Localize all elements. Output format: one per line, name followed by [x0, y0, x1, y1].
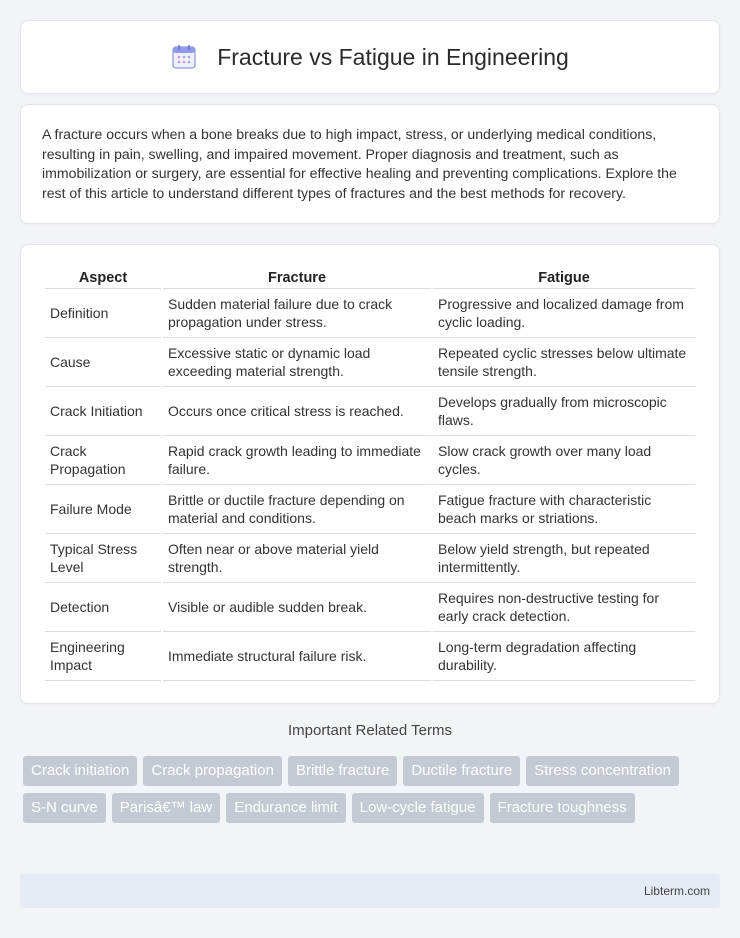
- table-row: [45, 583, 695, 632]
- cell-fracture: Sudden material failure due to crack propagation under stress.: [163, 289, 431, 338]
- cell-fatigue: Slow crack growth over many load cycles.: [433, 436, 695, 485]
- tag-fracture-toughness[interactable]: Fracture toughness: [490, 793, 635, 823]
- tag-brittle-fracture[interactable]: Brittle fracture: [288, 756, 397, 786]
- cell-fatigue: Long-term degradation affecting durability.: [433, 632, 695, 681]
- related-terms-title: Important Related Terms: [288, 722, 452, 739]
- cell-fatigue: Develops gradually from microscopic flaws.: [433, 387, 695, 436]
- calendar-icon: [171, 44, 197, 70]
- table-row: [45, 289, 695, 338]
- header-fracture: Fracture: [163, 267, 431, 289]
- table-row: [45, 632, 695, 681]
- cell-aspect: Engineering Impact: [45, 632, 161, 681]
- cell-fracture: Immediate structural failure risk.: [163, 632, 431, 681]
- cell-fatigue: Repeated cyclic stresses below ultimate tensile strength.: [433, 338, 695, 387]
- header-card: [20, 20, 720, 94]
- intro-card: [20, 104, 720, 224]
- cell-fatigue: Progressive and localized damage from cyclic loading.: [433, 289, 695, 338]
- cell-aspect: Crack Propagation: [45, 436, 161, 485]
- page-title: Fracture vs Fatigue in Engineering: [217, 43, 569, 70]
- table-row: [45, 534, 695, 583]
- table-row: [45, 485, 695, 534]
- cell-fracture: Rapid crack growth leading to immediate failure.: [163, 436, 431, 485]
- table-row: [45, 387, 695, 436]
- cell-fracture: Often near or above material yield strength.: [163, 534, 431, 583]
- footer-site-link[interactable]: Libterm.com: [643, 884, 710, 898]
- comparison-table-card: [20, 244, 720, 704]
- tag-paris-law[interactable]: Parisâ€™ law: [112, 793, 221, 823]
- tag-crack-initiation[interactable]: Crack initiation: [23, 756, 137, 786]
- cell-fracture: Occurs once critical stress is reached.: [163, 387, 431, 436]
- tag-s-n-curve[interactable]: S-N curve: [23, 793, 106, 823]
- cell-aspect: Failure Mode: [45, 485, 161, 534]
- cell-fracture: Excessive static or dynamic load exceeding material strength.: [163, 338, 431, 387]
- cell-fracture: Visible or audible sudden break.: [163, 583, 431, 632]
- tag-low-cycle-fatigue[interactable]: Low-cycle fatigue: [352, 793, 484, 823]
- tag-crack-propagation[interactable]: Crack propagation: [143, 756, 282, 786]
- tag-ductile-fracture[interactable]: Ductile fracture: [403, 756, 520, 786]
- table-header-row: [45, 267, 695, 289]
- cell-aspect: Typical Stress Level: [45, 534, 161, 583]
- tag-endurance-limit[interactable]: Endurance limit: [226, 793, 345, 823]
- header-aspect: Aspect: [45, 267, 161, 289]
- header-fatigue: Fatigue: [433, 267, 695, 289]
- cell-fatigue: Requires non-destructive testing for early crack detection.: [433, 583, 695, 632]
- intro-text: A fracture occurs when a bone breaks due to high impact, stress, or underlying medical conditions, resulting in pain, swelling, and impaired movement. Proper diagnosis and treatment, such as immobilization or surgery, are essential for effective healing and preventing complications. Explore the rest of this article to understand different types of fractures and the best methods for recovery.: [42, 126, 677, 201]
- comparison-table: [43, 267, 697, 681]
- footer: [20, 874, 720, 908]
- table-row: [45, 338, 695, 387]
- tag-stress-concentration[interactable]: Stress concentration: [526, 756, 679, 786]
- cell-aspect: Cause: [45, 338, 161, 387]
- related-terms-tags: [23, 756, 723, 830]
- cell-fatigue: Fatigue fracture with characteristic beach marks or striations.: [433, 485, 695, 534]
- cell-fatigue: Below yield strength, but repeated intermittently.: [433, 534, 695, 583]
- table-row: [45, 436, 695, 485]
- cell-aspect: Definition: [45, 289, 161, 338]
- cell-aspect: Crack Initiation: [45, 387, 161, 436]
- cell-fracture: Brittle or ductile fracture depending on material and conditions.: [163, 485, 431, 534]
- cell-aspect: Detection: [45, 583, 161, 632]
